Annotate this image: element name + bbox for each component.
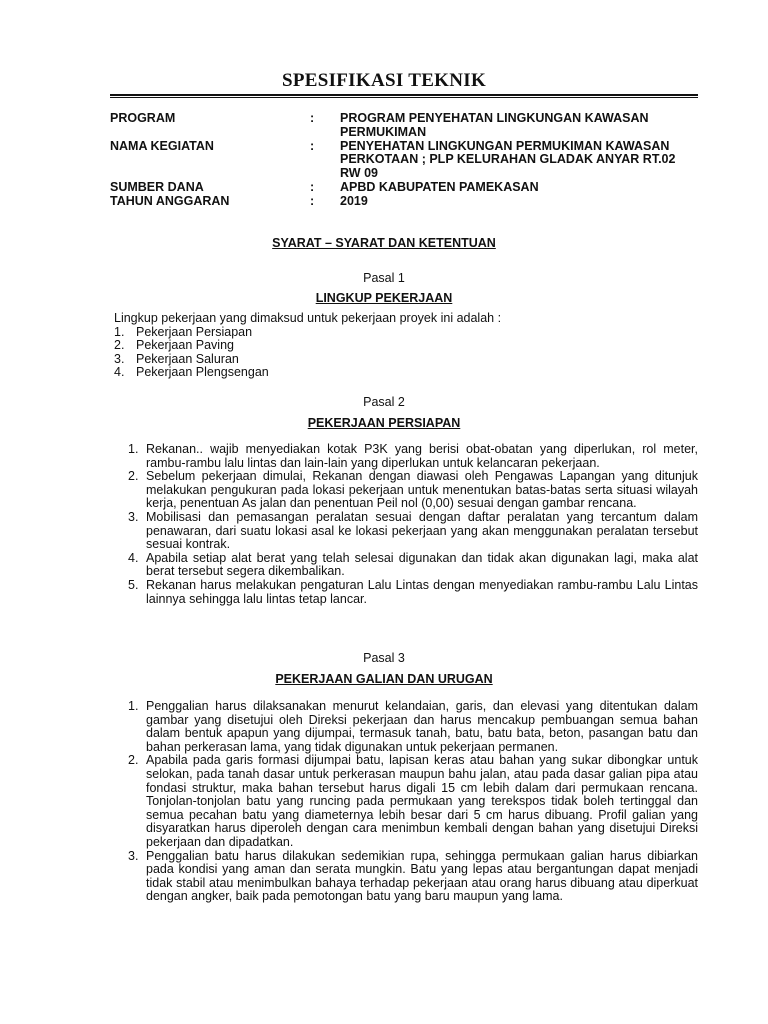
- pasal-1-heading: LINGKUP PEKERJAAN: [315, 291, 453, 305]
- meta-label: TAHUN ANGGARAN: [110, 193, 230, 208]
- list-text: Pekerjaan Persiapan: [136, 324, 253, 339]
- list-item: [128, 443, 698, 470]
- meta-value: APBD KABUPATEN PAMEKASAN: [340, 179, 539, 194]
- list-text: Rekanan harus melakukan pengaturan Lalu Lintas dengan menyediakan rambu-rambu Lalu Lintas lainnya sehingga lalu lintas tetap lancar.: [146, 577, 698, 606]
- list-text: Pekerjaan Paving: [136, 338, 234, 353]
- list-text: Pekerjaan Plengsengan: [136, 365, 269, 380]
- pasal-1-label: Pasal 1: [363, 271, 405, 285]
- list-number: 1.: [128, 442, 139, 456]
- list-number: 1.: [128, 699, 139, 713]
- list-text: Apabila pada garis formasi dijumpai batu, lapisan keras atau bahan yang sukar dibongkar untuk selokan, pada tanah dasar untuk perkerasan maupun bahu jalan, atau pada dasar galian pipa atau fondasi struktur, maka bahan tersebut harus digali 15 cm lebih dalam dari permukaan rencana. Tonjolan-tonjolan batu yang runcing pada permukaan yang terekspos tidak boleh tertinggal dan semua pecahan batu yang diameternya lebih besar dari 5 cm harus dibuang. Profil galian yang disyaratkan harus diperoleh dengan cara menimbun kembali dengan bahan yang disetujui Direksi pekerjaan dan dipadatkan.: [146, 753, 698, 849]
- meta-colon: :: [310, 111, 315, 125]
- list-item: [128, 511, 698, 552]
- list-item: [128, 579, 698, 606]
- list-number: 3.: [114, 351, 125, 366]
- list-number: 2.: [128, 469, 139, 484]
- list-text: Pekerjaan Saluran: [136, 351, 239, 366]
- meta-row-sumber-dana: [110, 181, 698, 195]
- meta-label: SUMBER DANA: [110, 179, 204, 194]
- meta-row-tahun-anggaran: [110, 195, 698, 209]
- list-text: Penggalian harus dilaksanakan menurut kelandaian, garis, dan elevasi yang ditentukan dalam gambar yang disetujui oleh Direksi pekerjaan dan harus mencakup pembuangan semua bahan dalam bentuk apapun yang dijumpai, termasuk tanah, batu, batu bata, beton, pasangan batu dan bahan perkerasan lama, yang tidak digunakan untuk pekerjaan permanen.: [146, 699, 698, 754]
- list-number: 4.: [128, 550, 139, 565]
- list-text: Penggalian batu harus dilakukan sedemikian rupa, sehingga permukaan galian harus dibiarkan pada kondisi yang aman dan serata mungkin. Batu yang lepas atau bergantungan dapat menjadi tidak stabil atau menimbulkan bahaya terhadap pekerjaan atau orang harus dibuang atau diperkuat dengan angker, baik pada pemotongan batu yang baru maupun yang lama.: [146, 848, 698, 904]
- list-number: 2.: [114, 338, 125, 353]
- meta-colon: :: [310, 193, 315, 208]
- meta-value: 2019: [340, 193, 368, 208]
- list-number: 1.: [114, 324, 125, 339]
- list-number: 2.: [128, 753, 139, 768]
- list-text: Sebelum pekerjaan dimulai, Rekanan dengan diawasi oleh Pengawas Lapangan yang ditunjuk melakukan pengukuran pada lokasi pekerjaan untuk menentukan batas-batas serta situasi wilayah kerja, penentuan As jalan dan penentuan Peil nol (0,00) sesuai dengan gambar rencana.: [146, 469, 698, 511]
- list-item: [114, 366, 698, 380]
- meta-value: PROGRAM PENYEHATAN LINGKUNGAN KAWASAN PERMUKIMAN: [340, 111, 649, 139]
- list-item: [128, 552, 698, 579]
- section-title: SYARAT – SYARAT DAN KETENTUAN: [272, 236, 496, 250]
- pasal-3-label: Pasal 3: [363, 651, 405, 665]
- meta-row-nama-kegiatan: [110, 140, 698, 181]
- list-item: [114, 326, 698, 340]
- document-title: SPESIFIKASI TEKNIK: [281, 70, 487, 91]
- list-item: [128, 754, 698, 849]
- meta-label: PROGRAM: [110, 111, 176, 125]
- list-item: [114, 339, 698, 353]
- list-number: 3.: [128, 509, 139, 524]
- list-item: [128, 700, 698, 754]
- pasal-1-body: [114, 312, 698, 380]
- meta-label: NAMA KEGIATAN: [110, 138, 214, 153]
- meta-colon: :: [310, 138, 315, 153]
- title-rule-thick: [110, 94, 698, 96]
- list-item: [128, 850, 698, 904]
- list-text: Apabila setiap alat berat yang telah selesai digunakan dan tidak akan digunakan lagi, maka alat berat tersebut segera dikembalikan.: [146, 550, 698, 579]
- meta-row-program: [110, 112, 698, 140]
- list-item: [128, 470, 698, 511]
- list-number: 3.: [128, 848, 139, 863]
- meta-value: PENYEHATAN LINGKUNGAN PERMUKIMAN KAWASAN PERKOTAAN ; PLP KELURAHAN GLADAK ANYAR RT.02 RW 09: [340, 138, 676, 181]
- project-info-block: [110, 112, 698, 209]
- title-rule-thin: [110, 97, 698, 98]
- pasal-3-heading: PEKERJAAN GALIAN DAN URUGAN: [275, 672, 493, 686]
- list-text: Rekanan.. wajib menyediakan kotak P3K yang berisi obat-obatan yang diperlukan, rol meter, rambu-rambu lalu lintas dan lain-lain yang diperlukan untuk kelancaran pekerjaan.: [146, 442, 698, 470]
- scope-list: [114, 326, 698, 380]
- pasal-2-heading: PEKERJAAN PERSIAPAN: [307, 416, 461, 430]
- list-text: Mobilisasi dan pemasangan peralatan sesuai dengan daftar peralatan yang tercantum dalam penawaran, dari suatu lokasi asal ke lokasi pekerjaan yang akan menggunakan peralatan tersebut sesuai kontrak.: [146, 509, 698, 552]
- pasal-3-list: [128, 700, 698, 904]
- pasal-1-intro: Lingkup pekerjaan yang dimaksud untuk pekerjaan proyek ini adalah :: [114, 311, 502, 325]
- meta-colon: :: [310, 179, 315, 194]
- list-number: 4.: [114, 365, 125, 380]
- pasal-2-list: [128, 443, 698, 606]
- list-item: [114, 353, 698, 367]
- pasal-2-label: Pasal 2: [363, 395, 405, 409]
- list-number: 5.: [128, 577, 139, 592]
